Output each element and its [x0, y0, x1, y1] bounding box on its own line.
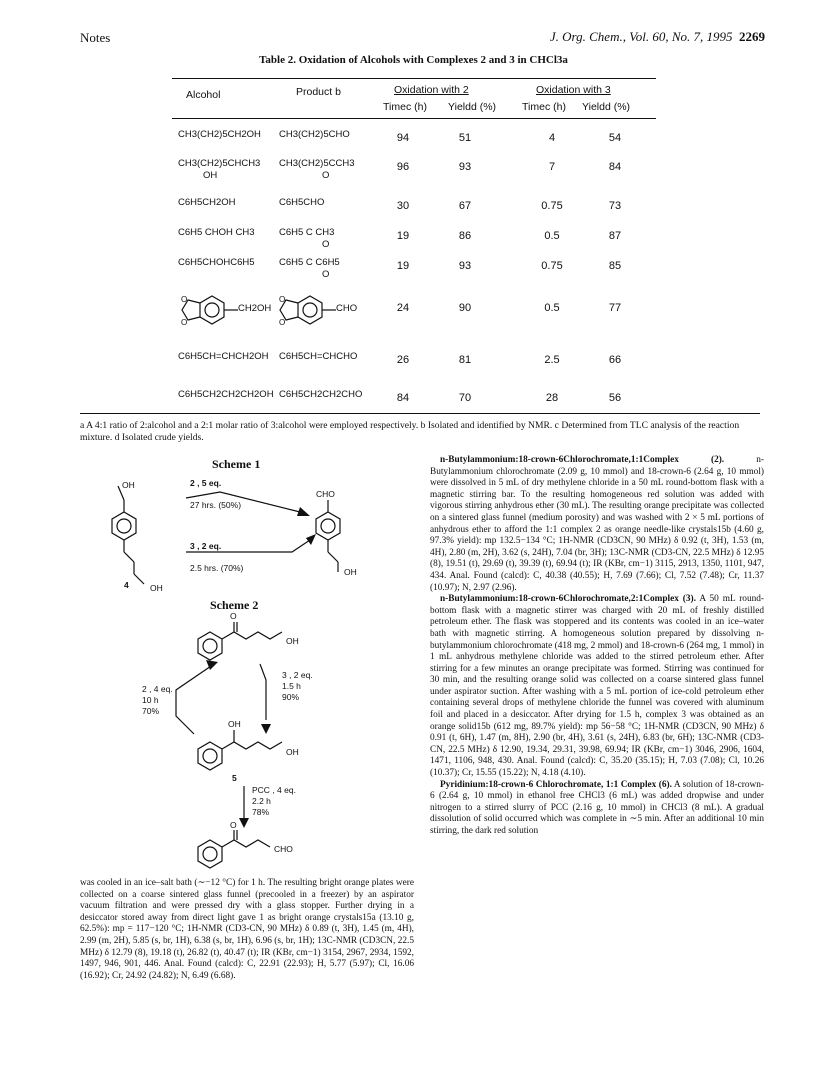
table-cell-alcohol: C6H5 CHOH CH3	[178, 227, 255, 238]
s1-bottom-reagent: 3 , 2 eq.	[190, 541, 222, 551]
table-cell-alcohol: C6H5CHOHC6H5	[178, 257, 255, 268]
group-oxidation-3: Oxidation with 3	[536, 84, 611, 96]
table-cell-yield2: 51	[458, 132, 472, 144]
table-cell-yield2: 86	[458, 230, 472, 242]
table-bottom-rule	[80, 413, 760, 414]
table-cell-yield3: 66	[608, 354, 622, 366]
table-cell-product: C6H5CH2CH2CHO	[279, 389, 363, 400]
table-cell-time3: 2.5	[544, 354, 560, 366]
table-cell-time2: 19	[396, 230, 410, 242]
ring-o-1: O	[181, 295, 188, 304]
ring-o-3: O	[279, 295, 286, 304]
ring-o-2: O	[181, 318, 188, 327]
right-paragraph	[430, 780, 764, 838]
s2-left-cond	[142, 684, 173, 717]
table-cell-product: CH3(CH2)5CHO	[279, 129, 350, 140]
col-product: Product b	[296, 86, 341, 98]
table-cell-product: CH3(CH2)5CCH3	[279, 158, 355, 169]
table-cell-yield3: 77	[608, 302, 622, 314]
s2-right-cond-1: 3 , 2 eq.	[282, 670, 313, 680]
table-cell-yield2: 90	[458, 302, 472, 314]
group-oxidation-2: Oxidation with 2	[394, 84, 469, 96]
s2-o-top: O	[230, 611, 237, 621]
col-time-3: Timec (h)	[522, 101, 566, 113]
table-cell-alcohol: C6H5CH2OH	[178, 197, 236, 208]
table-cell-yield3: 87	[608, 230, 622, 242]
right-column-text	[430, 455, 764, 838]
journal-citation: J. Org. Chem., Vol. 60, No. 7, 1995	[549, 29, 733, 44]
col-yield-3: Yieldd (%)	[582, 101, 631, 113]
paragraph-body: n-Butylammonium chlorochromate (2.09 g, 10 mmol) and 18-crown-6 (2.64 g, 10 mmol) were dissolved in 5 mL of dry methylene chloride in a 50 mL round-bottom flask with a magnetic stirring bar. To the resulting homogeneous red solution was added with vigorous stirring anhydrous ether (30 mL). The resulting orange precipitate was collected on a sintered glass funnel (medium porosity) and was washed with 2 × 5 mL portions of anhydrous ether to afford the 1:1 complex 2 as orange needle-like crystals15b (4.60 g, 97.3% yield): mp 132.5−134 °C; 1H-NMR (CD3CN, 90 MHz) δ 0.92 (t, 3H), 1.53 (m, 4H), 2.80 (m, 2H), 3.62 (s, 24H), 7.04 (br, 3H); 13C-NMR (CD3-CN, 22.5 MHz) δ 12.95 (8), 19.51 (t), 29.69 (t), 39.39 (t), 69.94 (t); IR (KBr, cm−1) 3115, 2913, 1350, 1101, 947, 434. Anal. Found (calcd): C, 40.38 (40.55); H, 7.69 (7.66); Cl, 7.52 (7.48); Cr, 11.37 (10.97); N, 2.97 (2.96).	[430, 455, 764, 593]
s2-oh-top: OH	[286, 636, 299, 646]
left-column-text	[80, 878, 414, 982]
s2-oh-mid2: OH	[286, 747, 299, 757]
table-cell-time3: 0.5	[544, 302, 560, 314]
s1-cho: CHO	[316, 489, 335, 499]
s2-left-cond-2: 10 h	[142, 695, 159, 705]
table-cell-product: C6H5CH=CHCHO	[279, 351, 358, 362]
table-cell-product: C6H5CHO	[279, 197, 325, 208]
page-section-label: Notes	[80, 30, 111, 45]
table-cell-time2: 30	[396, 200, 410, 212]
table-cell-product: C6H5 C CH3	[279, 227, 335, 238]
table-cell-alcohol: CH3(CH2)5CH2OH	[178, 129, 261, 140]
paragraph-heading: n-Butylammonium:18-crown-6Chlorochromate,1:1Complex (2).	[440, 455, 725, 465]
table-cell-product: CHO	[336, 303, 358, 314]
table-cell-time3: 0.75	[541, 260, 563, 272]
s2-left-cond-3: 70%	[142, 706, 160, 716]
s2-right-cond	[282, 670, 313, 703]
table-cell-alcohol: CH3(CH2)5CHCH3	[178, 158, 261, 169]
s1-oh-top: OH	[122, 480, 135, 490]
table-cell-time2: 19	[396, 260, 410, 272]
table-cell-alcohol: C6H5CH2CH2CH2OH	[178, 389, 274, 400]
page-number: 2269	[739, 29, 765, 44]
journal-header	[550, 29, 765, 45]
table-cell-yield2: 67	[458, 200, 472, 212]
paragraph-body: A solution of 18-crown-6 (2.64 g, 10 mmol) in ethanol free CHCl3 (6 mL) was added dropwise and under nitrogen to a stirred slurry of PCC (2.16 g, 10 mmol) in CHCl3 (8 mL). A gradual dissolution of solid occurred which was complete in ∼5 min. After an additional 10 min stirring, the dark red solution	[430, 779, 764, 836]
table-cell-time2: 26	[396, 354, 410, 366]
right-paragraph	[430, 455, 764, 594]
s2-oh-mid1: OH	[228, 719, 241, 729]
table-cell-product-sub: O	[322, 269, 330, 280]
table-cell-product-sub: O	[322, 170, 330, 181]
table-cell-yield3: 54	[608, 132, 622, 144]
s1-top-cond: 27 hrs. (50%)	[190, 500, 242, 510]
table-cell-yield2: 93	[458, 161, 472, 173]
s1-oh-prod: OH	[344, 567, 357, 577]
table-cell-alcohol: C6H5CH=CHCH2OH	[178, 351, 269, 362]
s2-cho: CHO	[274, 844, 293, 854]
table-cell-time2: 94	[396, 132, 410, 144]
table-cell-time2: 96	[396, 161, 410, 173]
table-cell-yield3: 73	[608, 200, 622, 212]
table-cell-alcohol: CH2OH	[238, 303, 272, 314]
s2-down-cond-1: PCC , 4 eq.	[252, 785, 296, 795]
s1-bottom-cond: 2.5 hrs. (70%)	[190, 563, 244, 573]
table-cell-time3: 4	[548, 132, 556, 144]
paragraph-heading: Pyridinium:18-crown-6 Chlorochromate, 1:1 Complex (6).	[440, 779, 672, 790]
table-cell-alcohol-sub: OH	[203, 170, 218, 181]
col-alcohol: Alcohol	[186, 89, 221, 101]
s2-right-cond-3: 90%	[282, 692, 300, 702]
table-cell-time2: 84	[396, 392, 410, 404]
s2-compound-label: 5	[232, 773, 237, 783]
table-footnote: a A 4:1 ratio of 2:alcohol and a 2:1 molar ratio of 3:alcohol were employed respectively. b Isolated and identified by NMR. c Determined from TLC analysis of the reaction mixture. d Isolated crude yields.	[80, 420, 740, 443]
table-cell-yield2: 81	[458, 354, 472, 366]
col-yield-2: Yieldd (%)	[448, 101, 497, 113]
table-cell-time3: 7	[548, 161, 556, 173]
paragraph-heading: n-Butylammonium:18-crown-6Chlorochromate,2:1Complex (3).	[440, 594, 696, 605]
right-paragraph	[430, 594, 764, 780]
table-cell-time2: 24	[396, 302, 410, 314]
s2-o-bot: O	[230, 820, 237, 830]
table-cell-product-sub: O	[322, 239, 330, 250]
paragraph-body: A 50 mL round-bottom flask with a magnetic stirrer was charged with 20 mL of freshly distilled petroleum ether. The flask was stoppered and its contents was cooled in an ice–water bath with magnetic stirring. A homogeneous solution prepared by dissolving n-butylammonium chlorochromate (418 mg, 2 mmol) and 18-crown-6 (264 mg, 1 mmol) in 1 mL anhydrous methylene chloride was added to the stirred petroleum ether. After stirring for a few minutes an orange precipitate was formed. Stirring was continued for 30 min, and the resulting orange solid was collected on a coarse sintered glass funnel under aspirator suction. After washing with a 5 mL portion of ice-cold petroleum ether containing several drops of methylene chloride the funnel was covered with aluminum foil and placed in a desiccator. After drying for 1.5 h, complex 3 was obtained as an orange solid15b (612 mg, 89.7% yield): mp 56−58 °C; 1H-NMR (CD3CN, 90 MHz) δ 0.91 (t, 6H), 1.47 (m, 8H), 2.90 (br, 4H), 3.61 (s, 24H), 6.83 (br, 6H); 13C-NMR (CD3-CN, 22.5 MHz) δ 12.90, 19.34, 29.31, 39.98, 69.94; IR (KBr, cm−1) 3046, 2906, 1604, 1471, 1106, 948, 430. Anal. Found (calcd): C, 35.20 (35.15); H, 7.03 (7.08); Cl, 10.26 (10.37); Cr, 15.55 (15.22); N, 4.18 (4.10).	[430, 594, 764, 779]
s2-right-cond-2: 1.5 h	[282, 681, 301, 691]
table-caption: Table 2. Oxidation of Alcohols with Complexes 2 and 3 in CHCl3a	[259, 54, 568, 66]
s1-compound-label: 4	[124, 580, 129, 590]
s2-down-cond	[252, 785, 296, 818]
scheme1-title: Scheme 1	[212, 457, 261, 471]
table-cell-yield3: 84	[608, 161, 622, 173]
table-cell-time3: 0.75	[541, 200, 563, 212]
ring-o-4: O	[279, 318, 286, 327]
table-cell-yield2: 70	[458, 392, 472, 404]
s2-left-cond-1: 2 , 4 eq.	[142, 684, 173, 694]
table-cell-product: C6H5 C C6H5	[279, 257, 340, 268]
s1-oh-bottom: OH	[150, 583, 163, 593]
table-cell-yield3: 56	[608, 392, 622, 404]
col-time-2: Timec (h)	[383, 101, 427, 113]
s1-top-reagent: 2 , 5 eq.	[190, 478, 222, 488]
table-cell-yield3: 85	[608, 260, 622, 272]
s2-down-cond-3: 78%	[252, 807, 270, 817]
s2-down-cond-2: 2.2 h	[252, 796, 271, 806]
table-top-rule	[172, 78, 656, 79]
table-header-rule	[172, 118, 656, 119]
table-cell-time3: 0.5	[544, 230, 560, 242]
left-paragraph: was cooled in an ice–salt bath (∼−12 °C) for 1 h. The resulting bright orange plates were collected on a coarse sintered glass funnel (precooled in a freezer) by an aspirator vacuum filtration and were pressed dry with a glass stopper. Further drying in a desiccator stored away from direct light gave 1 as bright orange crystals15a (13.10 g, 62.5%): mp = 117−120 °C; 1H-NMR (CD3-CN, 90 MHz) δ 0.89 (t, 3H), 1.45 (m, 4H), 2.99 (m, 2H), 5.85 (s, br, 1H), 6.38 (s, br, 1H), 6.96 (s, br, 1H); 13C-NMR (CD3CN, 22.5 MHz) δ 12.79 (8), 19.18 (t), 26.82 (t), 40.47 (t); IR (KBr, cm−1) 3154, 2967, 2934, 1592, 1497, 946, 901, 446. Anal. Found (calcd): C, 22.91 (22.93); H, 5.77 (5.97); Cl, 16.06 (16.92); Cr, 24.92 (24.82); N, 6.49 (6.68).	[80, 878, 414, 981]
table-cell-time3: 28	[545, 392, 559, 404]
table-cell-yield2: 93	[458, 260, 472, 272]
scheme2-title: Scheme 2	[210, 598, 259, 612]
